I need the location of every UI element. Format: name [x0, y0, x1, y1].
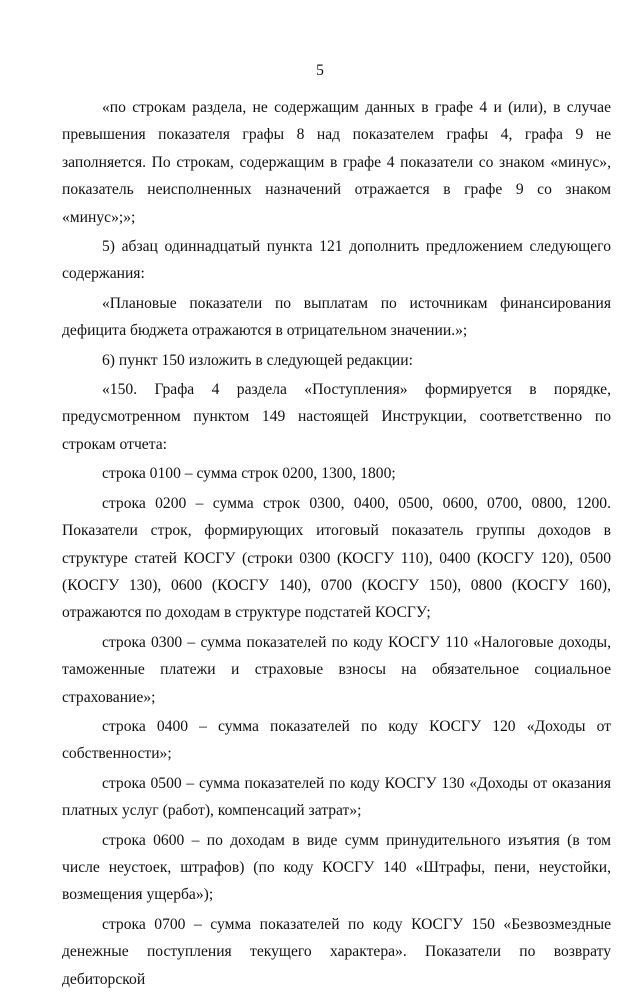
paragraph-4: 6) пункт 150 изложить в следующей редакции:: [102, 351, 413, 369]
paragraph-12: строка 0700 – сумма показателей по коду КОСГУ 150 «Безвозмездные денежные поступления текущего характера». Показатели по возврату дебиторской: [62, 915, 611, 988]
paragraph-1: «по строкам раздела, не содержащим данных в графе 4 и (или), в случае превышения показателя графы 8 над показателем графы 4, графа 9 не заполняется. По строкам, содержащим в графе 4 показатели со знаком «минус», показатель неисполненных назначений отражается в графе 9 со знаком «минус»;»;: [62, 99, 611, 226]
paragraph-2: 5) абзац одиннадцатый пункта 121 дополнить предложением следующего содержания:: [62, 238, 611, 283]
paragraph-9: строка 0400 – сумма показателей по коду КОСГУ 120 «Доходы от собственности»;: [62, 717, 611, 763]
paragraph-11: строка 0600 – по доходам в виде сумм принудительного изъятия (в том числе неустоек, штрафов) (по коду КОСГУ 140 «Штрафы, пени, неустойки, возмещения ущерба»);: [62, 831, 611, 904]
page-number: 5: [316, 62, 324, 79]
paragraph-10: строка 0500 – сумма показателей по коду КОСГУ 130 «Доходы от оказания платных услуг (работ), компенсаций затрат»;: [62, 774, 611, 820]
paragraph-8: строка 0300 – сумма показателей по коду КОСГУ 110 «Налоговые доходы, таможенные платежи и страховые взносы на обязательное социальное страхование»;: [62, 633, 611, 706]
document-body: [62, 94, 611, 993]
paragraph-6: строка 0100 – сумма строк 0200, 1300, 1800;: [102, 465, 396, 483]
paragraph-3: «Плановые показатели по выплатам по источникам финансирования дефицита бюджета отражаются в отрицательном значении.»;: [62, 294, 611, 340]
paragraph-5: «150. Графа 4 раздела «Поступления» формируется в порядке, предусмотренном пунктом 149 настоящей Инструкции, соответственно по строкам отчета:: [62, 381, 611, 453]
paragraph-7: строка 0200 – сумма строк 0300, 0400, 0500, 0600, 0700, 0800, 1200. Показатели строк, формирующих итоговый показатель группы доходов в структуре статей КОСГУ (строки 0300 (КОСГУ 110), 0400 (КОСГУ 120), 0500 (КОСГУ 130), 0600 (КОСГУ 140), 0700 (КОСГУ 150), 0800 (КОСГУ 160), отражаются по доходам в структуре подстатей КОСГУ;: [62, 494, 611, 622]
